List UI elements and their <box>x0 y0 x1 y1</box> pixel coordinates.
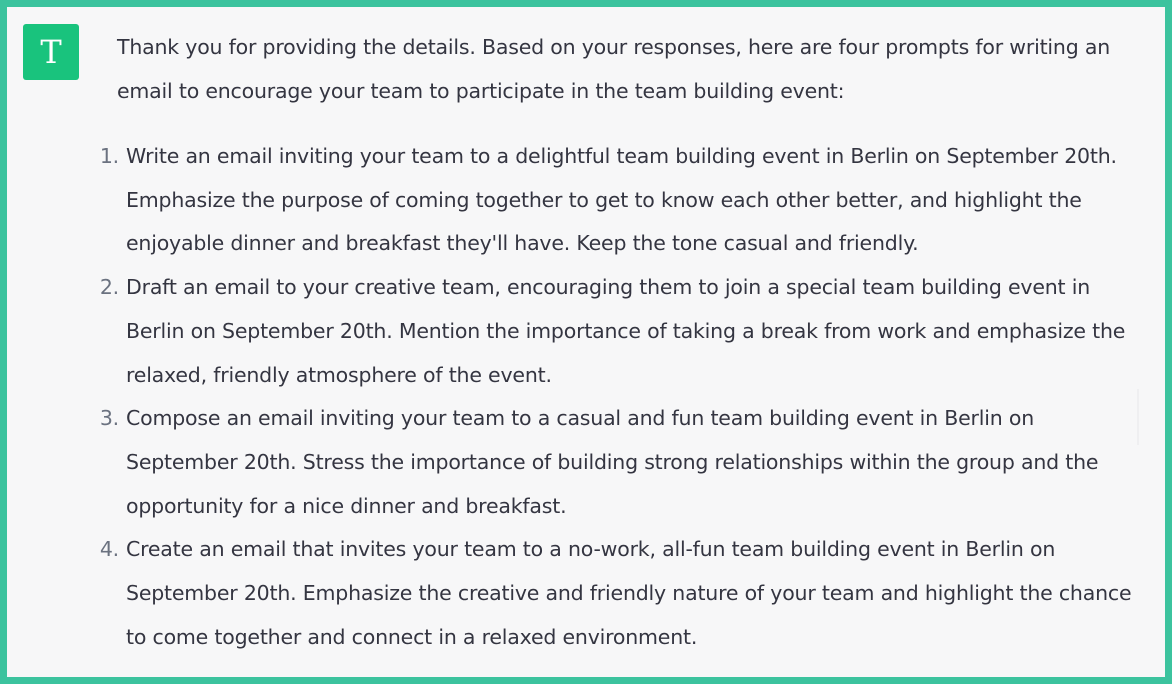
scrollbar-ghost <box>1137 389 1139 445</box>
list-item: 4. Create an email that invites your team to a no-work, all-fun team building event in Berlin on September 20th. Emphasize the creative and friendly nature of your team and highlight the chance to come together and connect in a relaxed environment. <box>117 528 1137 659</box>
prompt-list <box>99 135 1137 659</box>
assistant-avatar <box>23 24 79 80</box>
assistant-message <box>99 25 1137 659</box>
list-item-text: Write an email inviting your team to a delightful team building event in Berlin on September 20th. Emphasize the purpose of coming together to get to know each other better, and highlight the enjoyable dinner and breakfast they'll have. Keep the tone casual and friendly. <box>126 144 1117 256</box>
list-item-text: Draft an email to your creative team, encouraging them to join a special team building event in Berlin on September 20th. Mention the importance of taking a break from work and emphasize the relaxed, friendly atmosphere of the event. <box>126 275 1126 387</box>
message-intro: Thank you for providing the details. Based on your responses, here are four prompts for writing an email to encourage your team to participate in the team building event: <box>117 35 1110 103</box>
list-item: 1. Write an email inviting your team to a delightful team building event in Berlin on September 20th. Emphasize the purpose of coming together to get to know each other better, and highlight the enjoyable dinner and breakfast they'll have. Keep the tone casual and friendly. <box>117 135 1137 266</box>
chat-message-panel <box>7 7 1165 677</box>
list-item-text: Create an email that invites your team to a no-work, all-fun team building event in Berlin on September 20th. Emphasize the creative and friendly nature of your team and highlight the chance to come together and connect in a relaxed environment. <box>126 537 1132 649</box>
list-item-text: Compose an email inviting your team to a casual and fun team building event in Berlin on September 20th. Stress the importance of building strong relationships within the group and the opportunity for a nice dinner and breakfast. <box>126 406 1099 518</box>
list-item: 3. Compose an email inviting your team to a casual and fun team building event in Berlin on September 20th. Stress the importance of building strong relationships within the group and the opportunity for a nice dinner and breakfast. <box>117 397 1137 528</box>
list-item: 2. Draft an email to your creative team, encouraging them to join a special team building event in Berlin on September 20th. Mention the importance of taking a break from work and emphasize the relaxed, friendly atmosphere of the event. <box>117 266 1137 397</box>
avatar-letter: T <box>40 33 62 71</box>
